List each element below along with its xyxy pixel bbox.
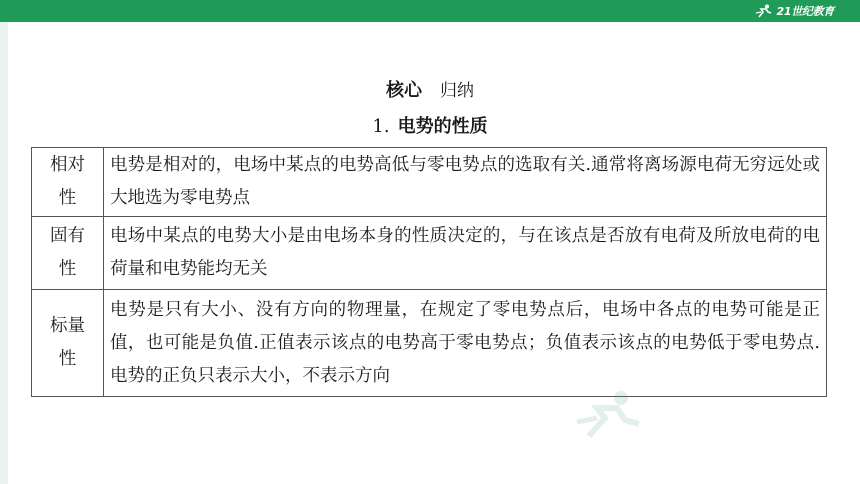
subsection-text: 电势的性质 xyxy=(397,116,488,137)
subsection-number: 1. xyxy=(372,116,390,137)
description-cell: 电场中某点的电势大小是由电场本身的性质决定的，与在该点是否放有电荷及所放电荷的电荷量和电势能均无关 xyxy=(104,217,827,290)
table-row xyxy=(32,148,827,217)
logo-text: 21世纪教育 xyxy=(776,5,834,18)
description-cell: 电势是只有大小、没有方向的物理量，在规定了零电势点后，电场中各点的电势可能是正值，也可能是负值.正值表示该点的电势高于零电势点；负值表示该点的电势低于零电势点.电势的正负只表示大小，不表示方向 xyxy=(104,290,827,397)
runner-icon xyxy=(575,390,645,438)
top-bar xyxy=(0,0,860,22)
runner-icon xyxy=(755,4,773,18)
term-cell: 相对 性 xyxy=(32,148,104,217)
section-heading xyxy=(0,76,860,102)
term-cell: 标量 性 xyxy=(32,290,104,397)
table-row xyxy=(32,217,827,290)
watermark-logo xyxy=(535,390,825,450)
subsection-title xyxy=(0,112,860,138)
description-cell: 电势是相对的，电场中某点的电势高低与零电势点的选取有关.通常将离场源电荷无穷远处或大地选为零电势点 xyxy=(104,148,827,217)
brand-logo xyxy=(755,3,834,19)
term-cell: 固有 性 xyxy=(32,217,104,290)
heading-sub: 归纳 xyxy=(440,81,474,101)
properties-table xyxy=(31,147,827,397)
table-row xyxy=(32,290,827,397)
heading-main: 核心 xyxy=(386,80,422,101)
